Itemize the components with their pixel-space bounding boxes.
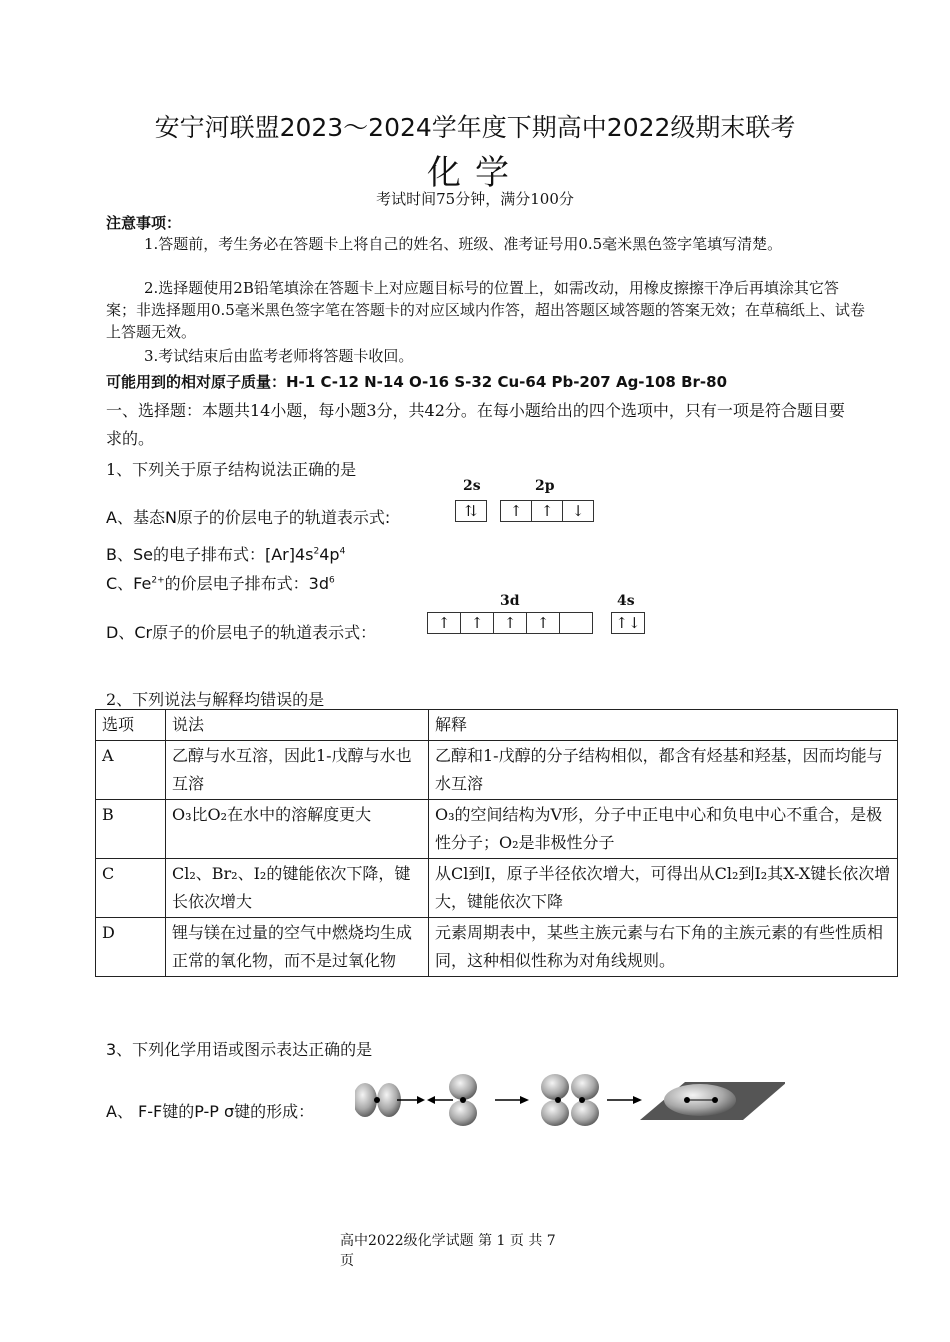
exam-info: 考试时间75分钟，满分100分 [376, 190, 574, 208]
table-cell: 从Cl到I，原子半径依次增大，可得出从Cl₂到I₂其X-X键长依次增大，键能依次下降 [429, 859, 898, 918]
table-cell: B [96, 800, 166, 859]
orbital-box: ↑ [531, 500, 562, 522]
table-row [96, 741, 898, 800]
subject-title: 化学 [427, 153, 523, 193]
orbital-2s [455, 500, 487, 522]
orbital-box: ⇅ [455, 500, 487, 522]
q1-stem: 1、下列关于原子结构说法正确的是 [106, 460, 357, 479]
table-cell: 乙醇和1-戊醇的分子结构相似，都含有烃基和羟基，因而均能与水互溶 [429, 741, 898, 800]
note-item-1: 1.答题前，考生务必在答题卡上将自己的姓名、班级、准考证号用0.5毫米黑色签字笔填写清楚。 [144, 235, 783, 253]
q1-b-part: 4p [319, 545, 340, 564]
table-header-cell: 说法 [166, 710, 429, 741]
orbital-box: ↓ [562, 500, 594, 522]
orbital-label-2p: 2p [535, 478, 555, 494]
note-item-2: 2.选择题使用2B铅笔填涂在答题卡上对应题目标号的位置上，如需改动，用橡皮擦擦干净后再填涂其它答案；非选择题用0.5毫米黑色签字笔在答题卡的对应区域内作答，超出答题区域答题的答案无效；在草稿纸上、试卷上答题无效。 [106, 279, 865, 341]
table-row [96, 800, 898, 859]
orbital-label-2s: 2s [463, 478, 481, 494]
q1-b-sup: 4 [339, 546, 346, 557]
table-row [96, 859, 898, 918]
q3-stem: 3、下列化学用语或图示表达正确的是 [106, 1040, 373, 1059]
table-cell: 乙醇与水互溶，因此1-戊醇与水也互溶 [166, 741, 429, 800]
orbital-4s [611, 612, 645, 634]
q1-c-part: C、Fe [106, 574, 152, 593]
table-cell: D [96, 918, 166, 977]
orbital-box: ↑ [427, 612, 460, 634]
exam-title: 安宁河联盟2023～2024学年度下期高中2022级期末联考 [154, 113, 796, 142]
q2-table [95, 709, 898, 977]
sigma-bond-plane [640, 1082, 785, 1120]
table-header-cell: 解释 [429, 710, 898, 741]
overlap-orbitals [541, 1074, 599, 1126]
table-cell: 锂与镁在过量的空气中燃烧均生成正常的氧化物，而不是过氧化物 [166, 918, 429, 977]
notes-heading: 注意事项： [106, 214, 182, 232]
orbital-box: ↑ [500, 500, 531, 522]
q1-b-part: B、Se的电子排布式：[Ar]4s [106, 545, 314, 564]
table-row [96, 918, 898, 977]
orbital-3d [427, 612, 593, 634]
sigma-bond-diagram [355, 1060, 785, 1140]
q1-option-b [106, 542, 345, 565]
table-cell: A [96, 741, 166, 800]
orbital-label-4s: 4s [617, 593, 635, 609]
atomic-mass: 可能用到的相对原子质量：H-1 C-12 N-14 O-16 S-32 Cu-64 Pb-207 Ag-108 Br-80 [106, 373, 727, 391]
table-cell: Cl₂、Br₂、I₂的键能依次下降，键长依次增大 [166, 859, 429, 918]
q1-option-d: D、Cr原子的价层电子的轨道表示式： [106, 623, 377, 642]
q1-c-part: 的价层电子排布式：3d [164, 574, 329, 593]
orbital-box: ↑↓ [611, 612, 645, 634]
orbital-2p [500, 500, 594, 522]
table-header-cell: 选项 [96, 710, 166, 741]
table-cell: 元素周期表中，某些主族元素与右下角的主族元素的有些性质相同，这种相似性称为对角线规则。 [429, 918, 898, 977]
q1-c-sup: 2+ [151, 575, 165, 586]
q1-c-sup: 6 [328, 575, 335, 586]
orbital-box: ↑ [460, 612, 493, 634]
footer-line: 页 [340, 1253, 354, 1269]
table-cell: O₃的空间结构为V形，分子中正电中心和负电中心不重合，是极性分子；O₂是非极性分子 [429, 800, 898, 859]
q3-option-a: A、 F-F键的P-P σ键的形成： [106, 1102, 315, 1121]
orbital-box: ↑ [526, 612, 559, 634]
orbital-box: ↑ [493, 612, 526, 634]
table-cell: C [96, 859, 166, 918]
orbital-label-3d: 3d [500, 593, 520, 609]
note-item-3: 3.考试结束后由监考老师将答题卡收回。 [144, 347, 414, 365]
table-cell: O₃比O₂在水中的溶解度更大 [166, 800, 429, 859]
q1-b-sup: 2 [313, 546, 320, 557]
page-footer [340, 1231, 620, 1271]
table-header-row [96, 710, 898, 741]
p-orbital-right [449, 1074, 477, 1126]
p-orbital-left [355, 1083, 401, 1117]
q1-option-a: A、基态N原子的价层电子的轨道表示式: [106, 508, 391, 527]
footer-line: 高中2022级化学试题 第 1 页 共 7 [340, 1233, 556, 1249]
orbital-box [559, 612, 593, 634]
q1-option-c [106, 571, 335, 594]
q2-stem: 2、下列说法与解释均错误的是 [106, 690, 325, 709]
section-1-intro: 一、选择题：本题共14小题，每小题3分，共42分。在每小题给出的四个选项中，只有一项是符合题目要求的。 [106, 401, 845, 448]
